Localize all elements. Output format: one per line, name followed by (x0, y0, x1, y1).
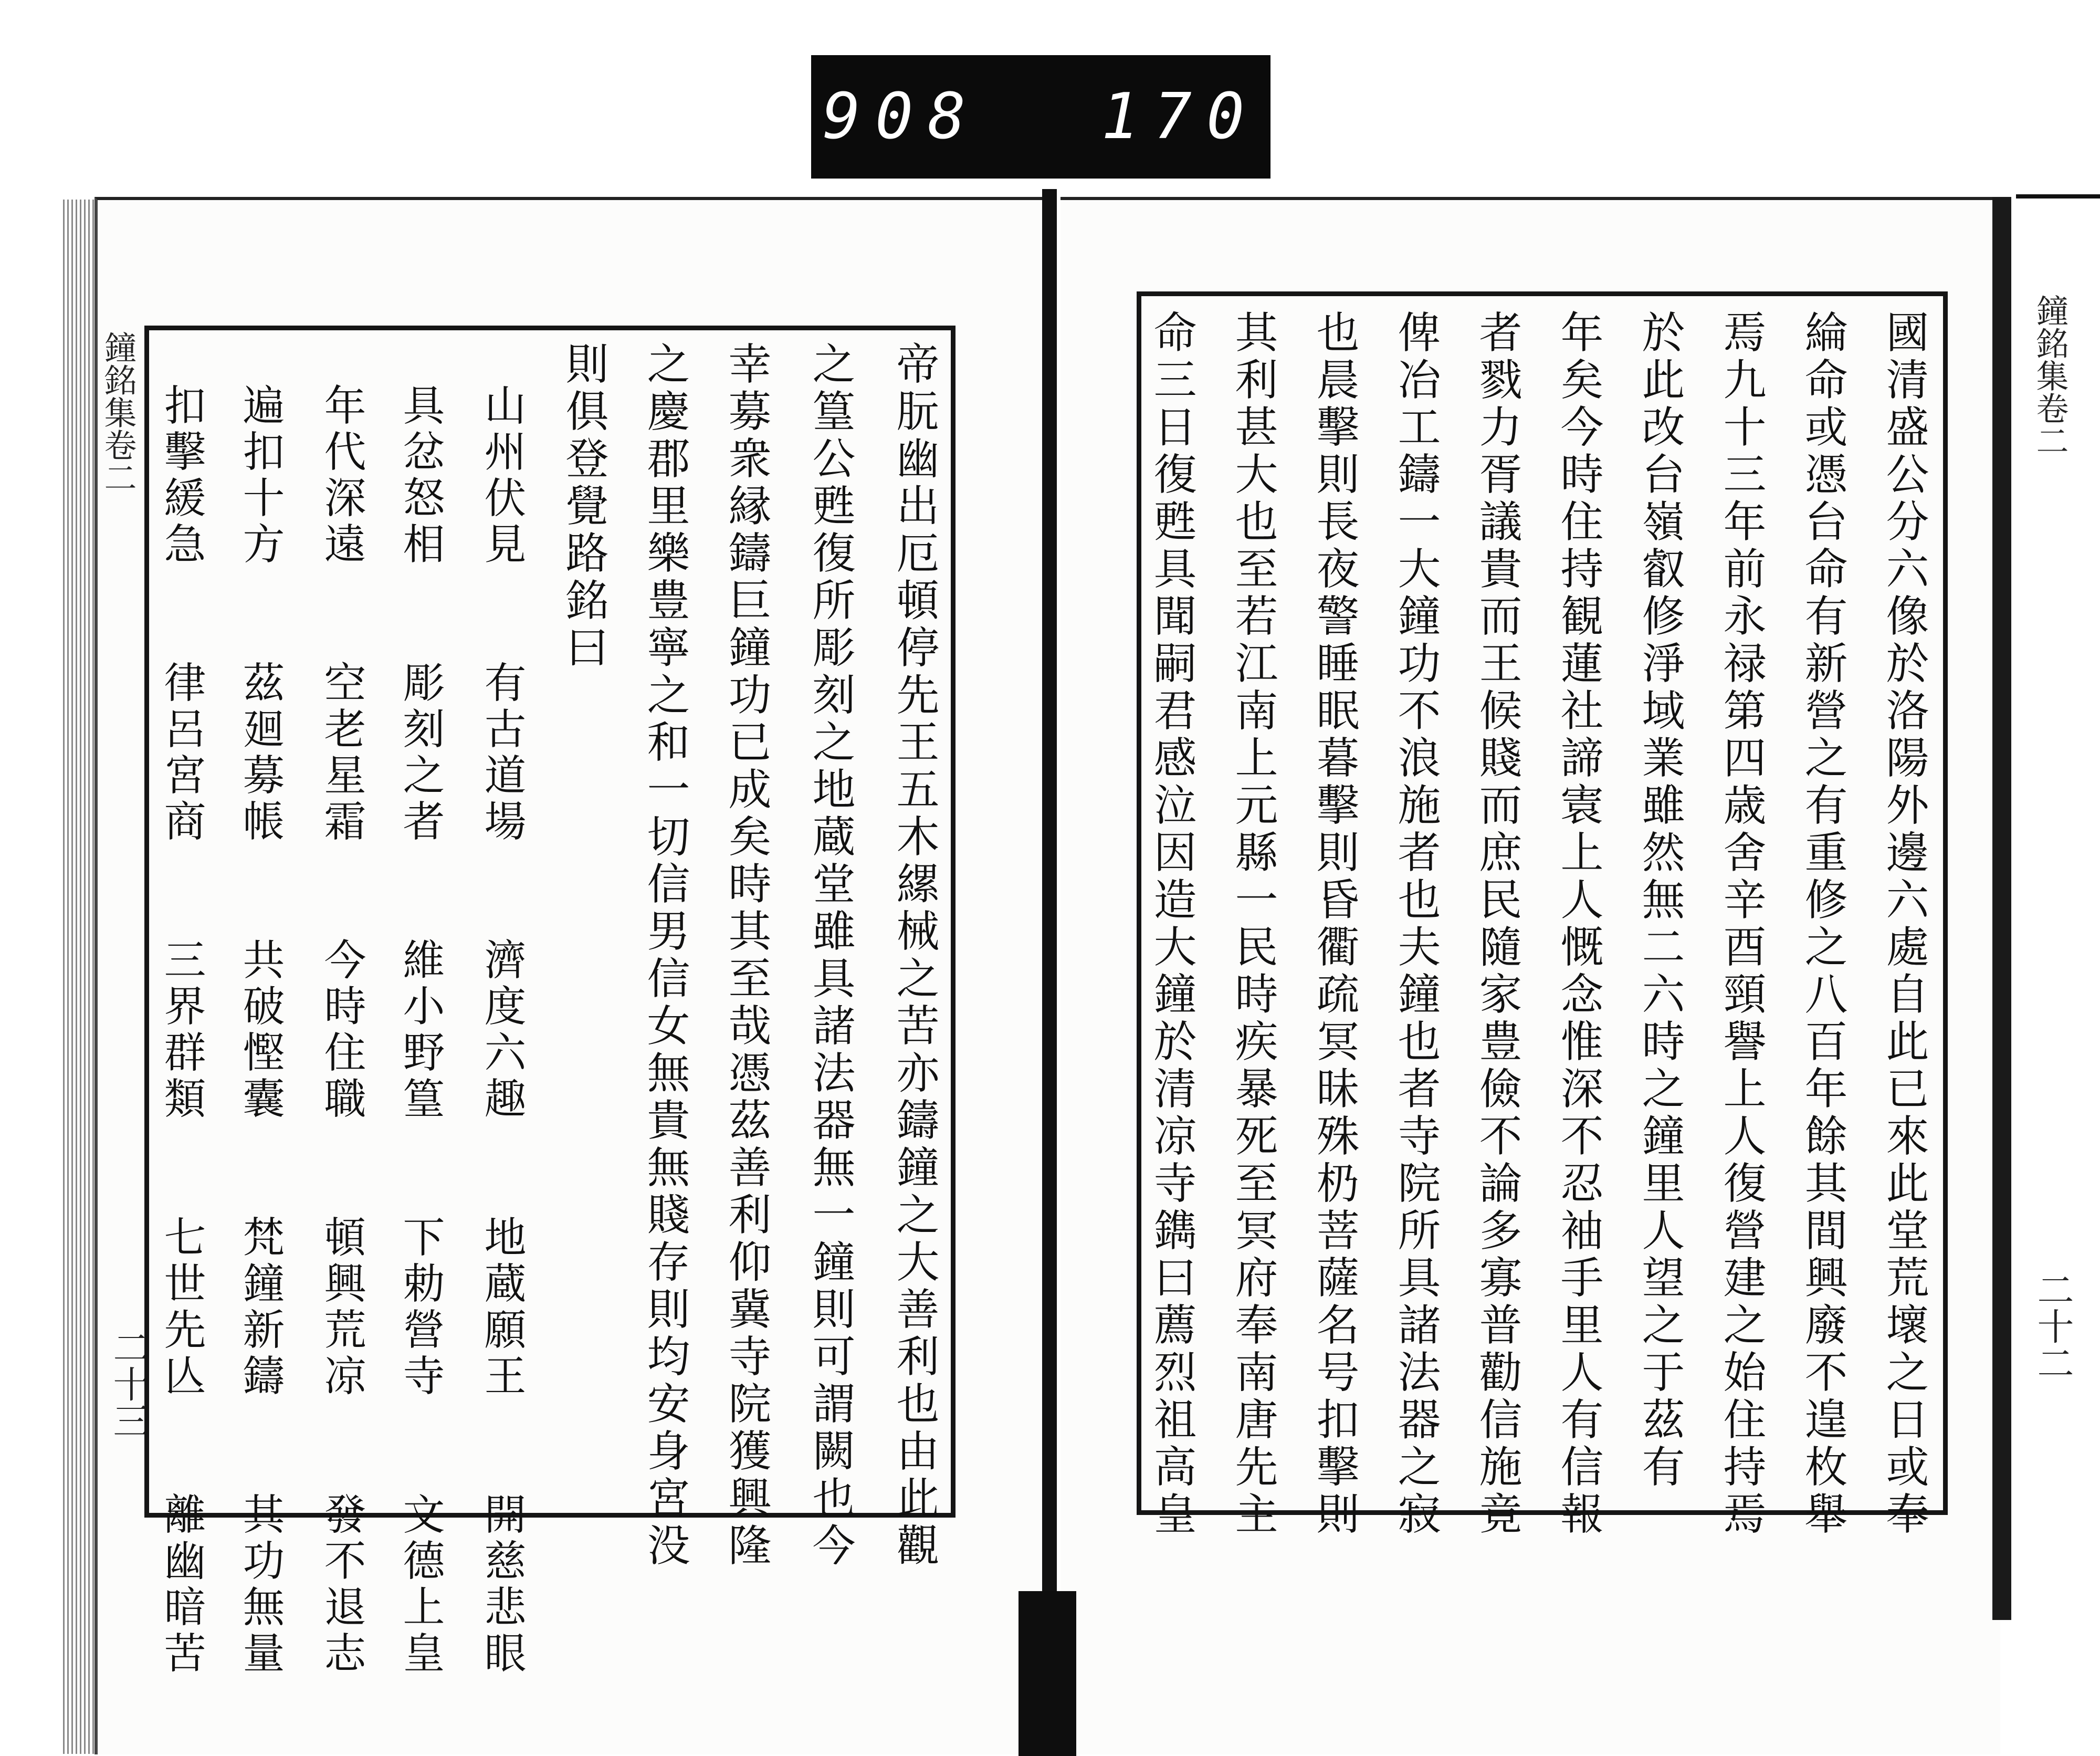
right-hashira: 鐘銘集卷二 (2031, 294, 2069, 457)
film-reel-label (811, 55, 1270, 179)
right-col-3: 焉九十三年前永禄第四歳舍辛酉頸譽上人復營建之始住持焉 (1716, 310, 1766, 1539)
gutter-clip (1018, 1591, 1076, 1756)
right-folio: 二十二 (2031, 1271, 2074, 1381)
film-right-number: 170 (1101, 80, 1259, 153)
right-col-5: 年矣今時住持観蓮社諦㝨上人慨念惟深不忍袖手里人有信報 (1553, 310, 1603, 1539)
left-hashira: 鐘銘集卷二 (99, 331, 137, 494)
right-col-9: 其利甚大也至若江南上元縣一民時疾暴死至冥府奉南唐先主 (1228, 310, 1278, 1539)
left-verse-col-1: 山州伏見 有古道場 濟度六趣 地蔵願王 開慈悲眼 (477, 383, 526, 1677)
left-col-1: 帝朊幽出厄頓停先王五木縲械之苦亦鑄鐘之大善利也由此觀 (889, 341, 939, 1570)
left-verse-col-4: 遍扣十方 茲廻募帳 共破慳囊 梵鐘新鑄 其功無量 (236, 383, 285, 1677)
right-page-edge (1992, 197, 2011, 1620)
left-col-2: 之篁公甦復所彫刻之地蔵堂雖具諸法器無一鐘則可謂闕也今 (805, 341, 855, 1570)
right-col-4: 於此改台嶺叡修淨域業雖然無二六時之鐘里人望之于茲有 (1635, 310, 1685, 1491)
right-col-6: 者戮力胥議貴而王候賤而庶民隨家豊儉不論多寡普勸信施竟 (1472, 310, 1522, 1539)
right-col-7: 俾冶工鑄一大鐘功不浪施者也夫鐘也者寺院所具諸法器之寂 (1391, 310, 1441, 1539)
left-verse-col-5: 扣擊緩急 律呂宮商 三界群類 七世先亾 離幽暗苦 (157, 383, 206, 1677)
left-col-4: 之慶郡里樂豊寧之和一切信男信女無貴無賤存則均安身宮没 (640, 341, 690, 1570)
right-col-10: 命三日復甦具聞嗣君感泣因造大鐘於清凉寺鐫曰薦烈祖高皇 (1147, 310, 1196, 1539)
left-fore-edge (63, 200, 94, 1754)
left-verse-col-2: 具忿怒相 彫刻之者 維小野篁 下勅營寺 文德上皇 (396, 383, 445, 1677)
right-col-8: 也晨擊則長夜警睡眠暮擊則昏衢疏冥昧殊㭁菩薩名号扣擊則 (1309, 310, 1359, 1539)
left-col-5: 則俱登覺路銘曰 (559, 341, 608, 672)
book-gutter (1042, 189, 1057, 1756)
corner-mark (2016, 194, 2100, 198)
film-left-number: 908 (822, 80, 981, 153)
right-col-2: 綸命或憑台命有新營之有重修之八百年餘其間興廢不遑枚舉 (1798, 310, 1847, 1539)
right-col-1: 國清盛公分六像於洛陽外邊六處自此已來此堂荒壞之日或奉 (1879, 310, 1929, 1539)
left-folio: 二十三 (107, 1329, 150, 1439)
left-verse-col-3: 年代深遠 空老星霜 今時住職 頓興荒凉 發不退志 (317, 383, 366, 1677)
left-col-3: 幸募衆縁鑄巨鐘功已成矣時其至哉憑茲善利仰冀寺院獲興隆 (721, 341, 771, 1570)
